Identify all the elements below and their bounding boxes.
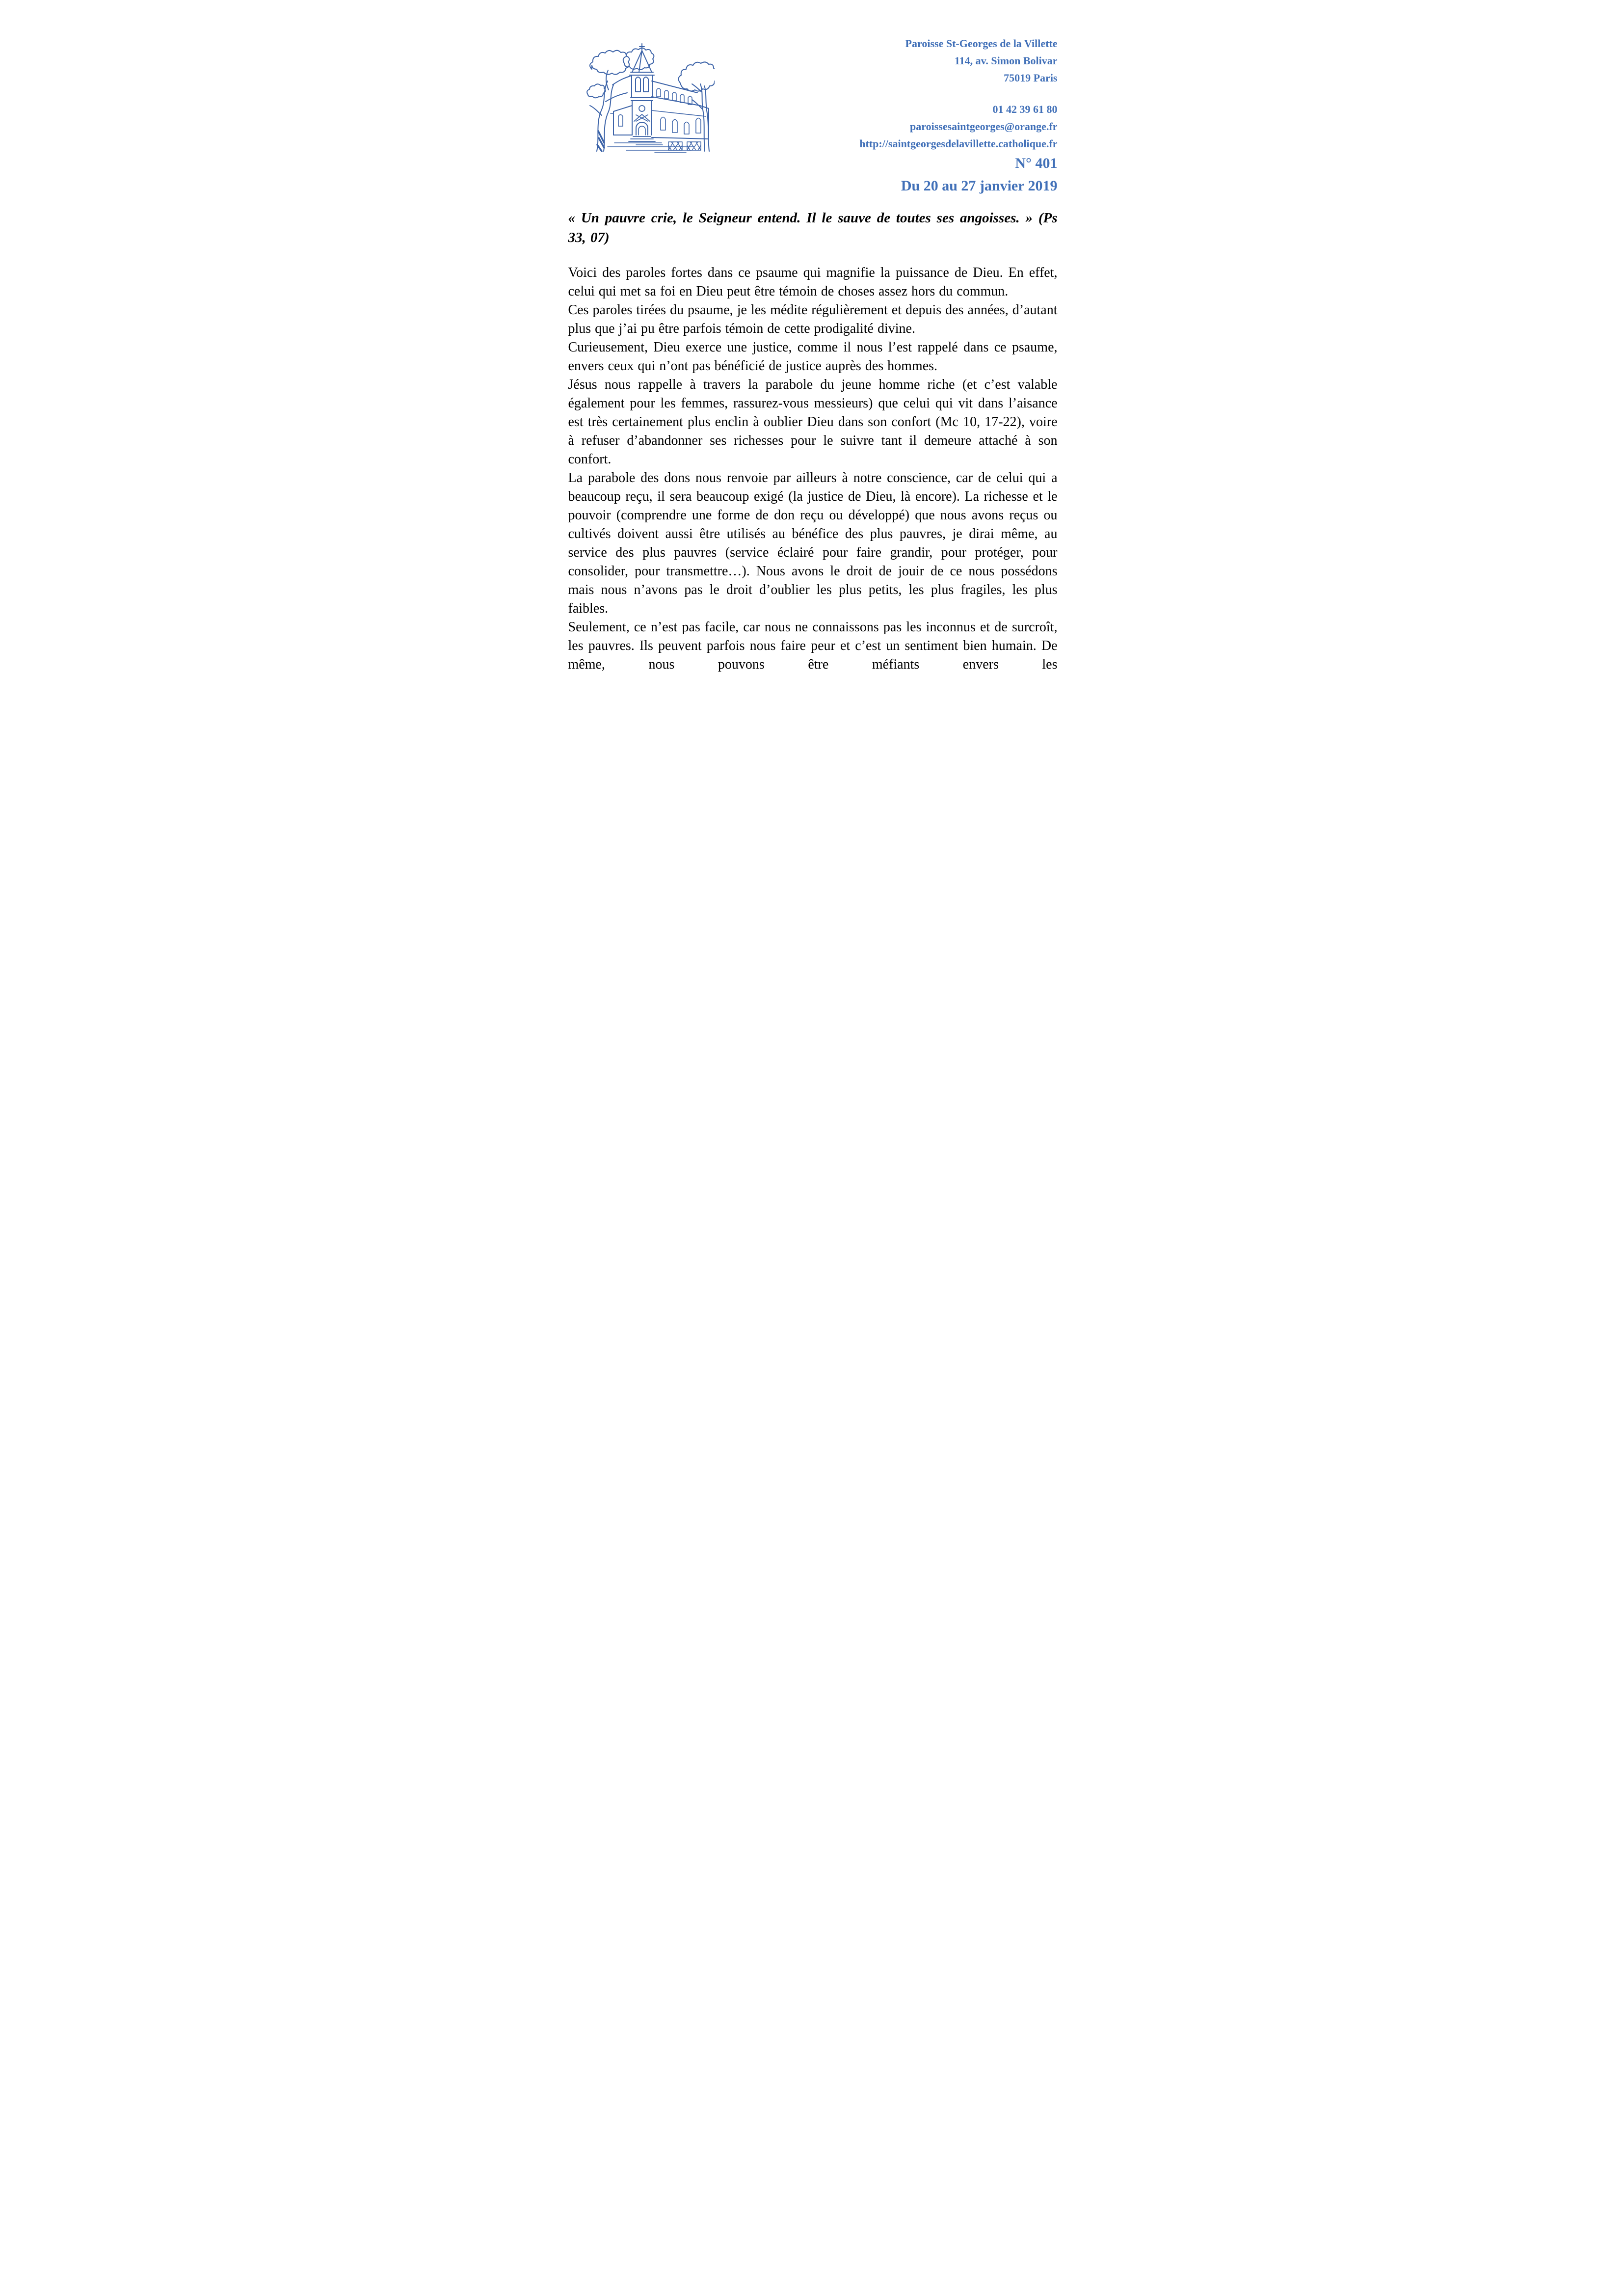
issue-date-range: Du 20 au 27 janvier 2019 <box>901 178 1058 194</box>
body-paragraph: Curieusement, Dieu exerce une justice, comme il nous l’est rappelé dans ce psaume, envers ceux qui n’ont pas bénéficié de justice auprès des hommes. <box>568 340 1058 374</box>
tree-left <box>587 48 654 151</box>
body-paragraph: Voici des paroles fortes dans ce psaume qui magnifie la puissance de Dieu. En effet, celui qui met sa foi en Dieu peut être témoin de choses assez hors du commun. <box>568 265 1058 299</box>
psalm-quote: « Un pauvre crie, le Seigneur entend. Il le sauve de toutes ses angoisses. » (Ps 33, 07) <box>568 210 1058 245</box>
newsletter-page <box>541 0 1082 765</box>
body-paragraph: La parabole des dons nous renvoie par ailleurs à notre conscience, car de celui qui a beaucoup reçu, il sera beaucoup exigé (la justice de Dieu, là encore). La richesse et le pouvoir (comprendre une forme de don reçu ou développé) que nous avons reçus ou cultivés doivent aussi être utilisés au bénéfice des plus pauvres, je dirai même, au service des plus pauvres (service éclairé pour faire grandir, pour protéger, pour consolider, pour transmettre…). Nous avons le droit de jouir de ce nous possédons mais nous n’avons pas le droit d’oublier les plus petits, les plus fragiles, les plus faibles. <box>568 470 1058 616</box>
parish-phone: 01 42 39 61 80 <box>992 103 1058 115</box>
parish-email: paroissesaintgeorges@orange.fr <box>909 120 1058 133</box>
body-paragraph: Jésus nous rappelle à travers la parabole du jeune homme riche (et c’est valable également pour les femmes, rassurez-vous messieurs) que celui qui vit dans l’aisance est très certainement plus enclin à oublier Dieu dans son confort (Mc 10, 17-22), voire à refuser d’abandonner ses richesses pour le suivre tant il demeure attaché à son confort. <box>568 377 1058 467</box>
parish-address-city: 75019 Paris <box>1004 72 1058 84</box>
church-building <box>611 44 709 150</box>
church-sketch-icon <box>582 37 715 153</box>
parish-name: Paroisse St-Georges de la Villette <box>905 37 1058 50</box>
issue-block <box>541 152 1082 197</box>
parish-address-street: 114, av. Simon Bolivar <box>954 54 1058 67</box>
fence-lattice <box>668 142 701 150</box>
church-illustration <box>582 37 715 153</box>
parish-website: http://saintgeorgesdelavillette.catholique.fr <box>859 137 1058 150</box>
editorial-body <box>568 264 1058 674</box>
body-paragraph: Ces paroles tirées du psaume, je les médite régulièrement et depuis des années, d’autant plus que j’ai pu être parfois témoin de cette prodigalité divine. <box>568 302 1058 336</box>
issue-number: N° 401 <box>1015 155 1058 171</box>
body-paragraph: Seulement, ce n’est pas facile, car nous ne connaissons pas les inconnus et de surcroît, les pauvres. Ils peuvent parfois nous faire peur et c’est un sentiment bien humain. De même, nous pouvons être méfiants envers les <box>568 620 1058 672</box>
